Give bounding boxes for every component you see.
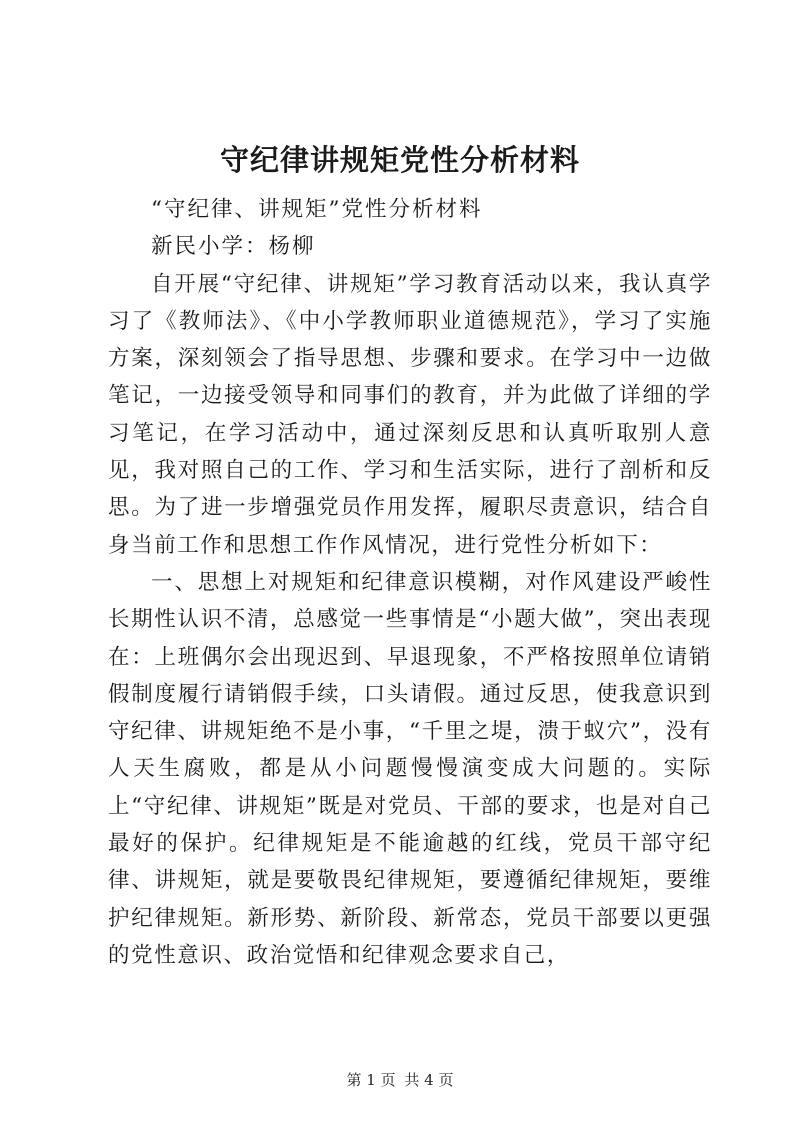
document-body — [108, 191, 712, 974]
section-one-paragraph: 一、思想上对规矩和纪律意识模糊，对作风建设严峻性长期性认识不清，总感觉一些事情是“小题大做”，突出表现在：上班偶尔会出现迟到、早退现象，不严格按照单位请销假制度履行请销假手续，口头请假。通过反思，使我意识到守纪律、讲规矩绝不是小事，“千里之堤，溃于蚁穴”，没有人天生腐败，都是从小问题慢慢演变成大问题的。实际上“守纪律、讲规矩”既是对党员、干部的要求，也是对自己最好的保护。纪律规矩是不能逾越的红线，党员干部守纪律、讲规矩，就是要敬畏纪律规矩，要遵循纪律规矩，要维护纪律规矩。新形势、新阶段、新常态，党员干部要以更强的党性意识、政治觉悟和纪律观念要求自己， — [108, 569, 712, 968]
document-title: 守纪律讲规矩党性分析材料 — [219, 143, 580, 177]
subtitle-paragraph: “守纪律、讲规矩”党性分析材料 — [151, 197, 483, 222]
page-number: 第 1 页 — [346, 1071, 396, 1089]
page-total: 共 4 页 — [404, 1071, 454, 1089]
page-footer — [0, 1070, 800, 1090]
author-paragraph: 新民小学：杨柳 — [151, 234, 316, 260]
intro-paragraph: 自开展“守纪律、讲规矩”学习教育活动以来，我认真学习了《教师法》、《中小学教师职业道德规范》，学习了实施方案，深刻领会了指导思想、步骤和要求。在学习中一边做笔记，一边接受领导和同事们的教育，并为此做了详细的学习笔记，在学习活动中，通过深刻反思和认真听取别人意见，我对照自己的工作、学习和生活实际，进行了剖析和反思。为了进一步增强党员作用发挥，履职尽责意识，结合自身当前工作和思想工作作风情况，进行党性分析如下： — [108, 271, 712, 558]
